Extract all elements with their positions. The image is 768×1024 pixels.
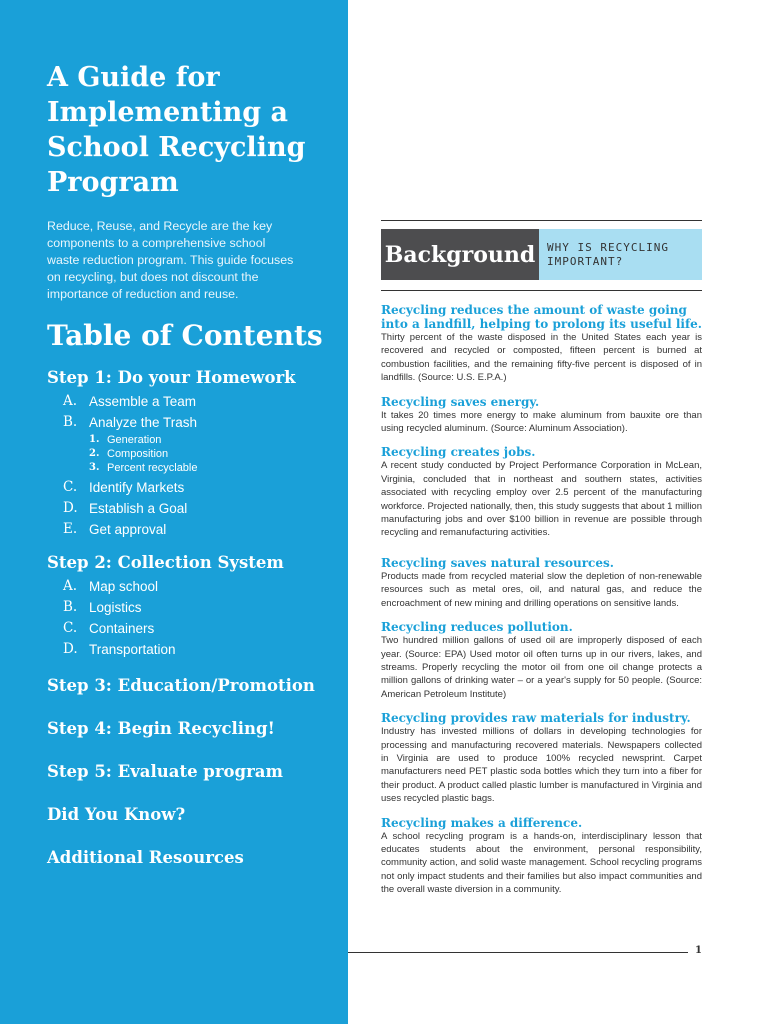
reason-body: Industry has invested millions of dollars in developing technologies for processing and manufacturing recovered materials. Newspapers collected in Virginia are used to produce 100% recycled newsprint. Carpet manufacturers need PET plastic soda bottles which they turn into a fiber for their product. A product called plastic lumber is manufactured in Virginia and uses recycled plastic bags. — [381, 726, 702, 805]
toc-additional-resources[interactable]: Additional Resources — [47, 848, 244, 867]
toc-subitem[interactable]: 1. Generation — [89, 434, 162, 446]
footer-divider — [348, 952, 688, 953]
toc-step-1-title[interactable]: Step 1: Do your Homework — [47, 368, 296, 387]
toc-subitem[interactable]: 2. Composition — [89, 448, 169, 460]
toc-item[interactable]: A. Assemble a Team — [63, 393, 197, 409]
reason-heading: Recycling saves energy. — [381, 394, 540, 409]
reason-section — [381, 556, 702, 610]
background-label: Background — [381, 229, 539, 280]
toc-step-2 — [47, 552, 328, 660]
reason-body: Thirty percent of the waste disposed in the United States each year is recovered and recycled or composted, fifteen percent is burned at combustion facilities, and the remaining fifty-five percent is disposed of in landfills. (Source: U.S. E.P.A.) — [381, 332, 702, 384]
background-banner — [381, 229, 702, 280]
toc-step-5[interactable]: Step 5: Evaluate program — [47, 762, 283, 781]
reason-section — [381, 620, 702, 701]
reason-heading: Recycling reduces pollution. — [381, 620, 573, 635]
page-number: 1 — [695, 945, 702, 956]
divider — [381, 290, 702, 291]
toc-item[interactable]: D. Transportation — [63, 641, 176, 657]
reason-section — [381, 711, 702, 805]
reasons-list — [381, 303, 702, 897]
toc-step-4[interactable]: Step 4: Begin Recycling! — [47, 719, 275, 738]
divider — [381, 220, 702, 221]
toc-item[interactable]: B. Analyze the Trash — [63, 414, 198, 430]
toc-subitem[interactable]: 3. Percent recyclable — [89, 462, 198, 474]
reason-heading: Recycling provides raw materials for industry. — [381, 711, 691, 726]
sidebar — [0, 0, 348, 1024]
toc-step-3[interactable]: Step 3: Education/Promotion — [47, 676, 315, 695]
toc-item[interactable]: E. Get approval — [63, 521, 167, 537]
reason-section — [381, 303, 702, 385]
reason-body: Products made from recycled material slow the depletion of non-renewable resources such as metal ores, oil, and natural gas, and reduce the encroachment of new mining and drilling operations on sensitive lands. — [381, 570, 702, 609]
reason-heading: Recycling reduces the amount of waste going into a landfill, helping to prolong its useful life. — [381, 303, 702, 331]
toc-step-1 — [47, 367, 328, 540]
reason-body: A recent study conducted by Project Performance Corporation in McLean, Virginia, concluded that in northeast and southern states, activities associated with recycling employ over 2.5 percent of the manufacturing workforce. Projected nationally, then, this study suggests that about 1 million manufacturing jobs and over $100 billion in revenue are possible through recycling and remanufacturing activities. — [381, 460, 702, 539]
background-question: WHY IS RECYCLING IMPORTANT? — [539, 229, 702, 280]
toc-item[interactable]: B. Logistics — [63, 599, 142, 615]
toc-step-2-title[interactable]: Step 2: Collection System — [47, 553, 284, 572]
reason-body: It takes 20 times more energy to make aluminum from bauxite ore than using recycled aluminum. (Source: Aluminum Association). — [381, 409, 702, 435]
reason-section — [381, 445, 702, 539]
reason-heading: Recycling saves natural resources. — [381, 555, 614, 570]
intro-text: Reduce, Reuse, and Recycle are the key components to a comprehensive school waste reduction program. This guide focuses on recycling, but does not discount the importance of reduction and reuse. — [47, 219, 294, 301]
toc-item[interactable]: D. Establish a Goal — [63, 500, 188, 516]
reason-body: A school recycling program is a hands-on, interdisciplinary lesson that educates students about the environment, personal responsibility, community action, and solid waste management. School recycling programs not only impact students and their families but also impact communities and the overall waste diversion in a community. — [381, 830, 702, 896]
toc-did-you-know[interactable]: Did You Know? — [47, 805, 186, 824]
toc-item[interactable]: A. Map school — [63, 578, 159, 594]
reason-section — [381, 816, 702, 897]
reason-section — [381, 395, 702, 436]
reason-heading: Recycling makes a difference. — [381, 815, 583, 830]
reason-body: Two hundred million gallons of used oil are improperly disposed of each year. (Source: EPA) Used motor oil often turns up in our rivers, lakes, and streams. Properly recycling the motor oil from one oil change protects a million gallons of drinking water – or a year's supply for 50 people. (Source: American Petroleum Institute) — [381, 635, 702, 700]
toc-item[interactable]: C. Identify Markets — [63, 479, 185, 495]
toc-title: Table of Contents — [47, 319, 323, 352]
toc-item[interactable]: C. Containers — [63, 620, 155, 636]
reason-heading: Recycling creates jobs. — [381, 445, 536, 460]
guide-title: A Guide for Implementing a School Recycling Program — [47, 62, 306, 198]
